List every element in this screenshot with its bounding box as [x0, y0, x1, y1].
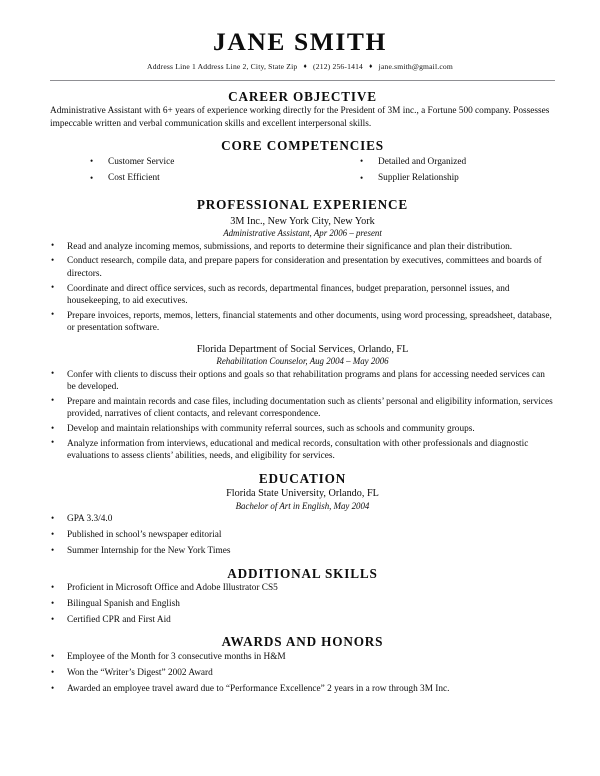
- list-item: • Customer Service: [90, 156, 335, 168]
- list-item: • Prepare invoices, reports, memos, letters, financial statements and other documents, using word processing, spreadsheet, database, or presentation software.: [50, 310, 555, 335]
- section-title-education: EDUCATION: [258, 470, 347, 486]
- list-item: • Read and analyze incoming memos, submissions, and reports to determine their significance and plan their distribution.: [50, 241, 555, 253]
- candidate-name: JANE SMITH: [213, 27, 387, 56]
- education-degree: Bachelor of Art in English, May 2004: [235, 500, 370, 511]
- list-item: • Confer with clients to discuss their options and goals so that rehabilitation programs and plans for accessing needed services can be developed.: [50, 369, 555, 394]
- list-item: • Detailed and Organized: [360, 156, 555, 168]
- education-bullets: [50, 513, 555, 557]
- contact-address: Address Line 1 Address Line 2, City, State Zip: [147, 61, 298, 71]
- section-awards-and-honors: [0, 634, 600, 695]
- list-item: • Won the “Writer’s Digest” 2002 Award: [50, 667, 555, 679]
- list-item: • Analyze information from interviews, educational and medical records, consultation with other professionals and diagnostic evaluations to assess clients’ abilities, needs, and eligibility for services.: [50, 438, 555, 463]
- education-school: Florida State University, Orlando, FL: [226, 488, 379, 500]
- career-objective-text: Administrative Assistant with 6+ years of experience working directly for the President of 3M inc., a Fortune 500 company. Possesses impeccable written and verbal communication skills and excellent interpersonal skills.: [50, 106, 550, 129]
- list-item: • Proficient in Microsoft Office and Adobe Illustrator CS5: [50, 582, 555, 594]
- header-divider: [50, 80, 555, 81]
- awards-bullets: [50, 651, 555, 695]
- section-title-awards-and-honors: AWARDS AND HONORS: [221, 634, 384, 650]
- list-item: • Conduct research, compile data, and prepare papers for consideration and presentation by executives, committees and boards of directors.: [50, 255, 555, 280]
- experience-role: Rehabilitation Counselor, Aug 2004 – May 2006: [216, 355, 389, 366]
- competencies-columns: [50, 155, 555, 189]
- list-item: • Develop and maintain relationships with community referral sources, such as schools and community groups.: [50, 423, 555, 435]
- list-item: • Cost Efficient: [90, 172, 335, 184]
- contact-email: jane.smith@gmail.com: [378, 61, 453, 71]
- competencies-column-right: [335, 156, 555, 189]
- experience-jobs: [50, 215, 555, 463]
- section-title-additional-skills: ADDITIONAL SKILLS: [227, 565, 378, 581]
- experience-organization: Florida Department of Social Services, Orlando, FL: [196, 343, 409, 355]
- experience-organization: 3M Inc., New York City, New York: [230, 215, 375, 227]
- section-title-core-competencies: CORE COMPETENCIES: [221, 138, 384, 154]
- section-title-professional-experience: PROFESSIONAL EXPERIENCE: [196, 196, 409, 212]
- additional-skills-bullets: [50, 582, 555, 626]
- competencies-column-left: [50, 156, 335, 189]
- list-item: • Certified CPR and First Aid: [50, 614, 555, 626]
- resume-header: [0, 0, 600, 71]
- list-item: • Prepare and maintain records and case files, including documentation such as clients’ personal and eligibility information, services provided, narratives of client contacts, and relevant correspondence.: [50, 396, 555, 421]
- list-item: • Summer Internship for the New York Times: [50, 545, 555, 557]
- diamond-separator-icon: ♦: [303, 62, 307, 70]
- section-title-career-objective: CAREER OBJECTIVE: [228, 88, 377, 104]
- list-item: • Published in school’s newspaper editorial: [50, 529, 555, 541]
- experience-entry: [50, 343, 555, 463]
- list-item: • Bilingual Spanish and English: [50, 598, 555, 610]
- experience-entry: [50, 215, 555, 335]
- list-item: • GPA 3.3/4.0: [50, 513, 555, 525]
- list-item: • Supplier Relationship: [360, 172, 555, 184]
- experience-role: Administrative Assistant, Apr 2006 – present: [223, 227, 382, 238]
- diamond-separator-icon: ♦: [369, 62, 373, 70]
- competencies-list-left: [90, 156, 335, 185]
- section-professional-experience: [0, 197, 600, 463]
- contact-line: [0, 62, 600, 71]
- experience-bullets: [50, 369, 555, 463]
- contact-phone: (212) 256-1414: [313, 61, 364, 71]
- list-item: • Coordinate and direct office services, such as records, departmental finances, budget preparation, personnel issues, and housekeeping, to aid executives.: [50, 283, 555, 308]
- experience-bullets: [50, 241, 555, 335]
- section-core-competencies: [0, 138, 600, 189]
- section-education: [0, 471, 600, 558]
- list-item: • Awarded an employee travel award due to “Performance Excellence” 2 years in a row through 3M Inc.: [50, 683, 555, 695]
- competencies-list-right: [360, 156, 555, 185]
- list-item: • Employee of the Month for 3 consecutive months in H&M: [50, 651, 555, 663]
- section-career-objective: [0, 89, 600, 130]
- section-additional-skills: [0, 566, 600, 627]
